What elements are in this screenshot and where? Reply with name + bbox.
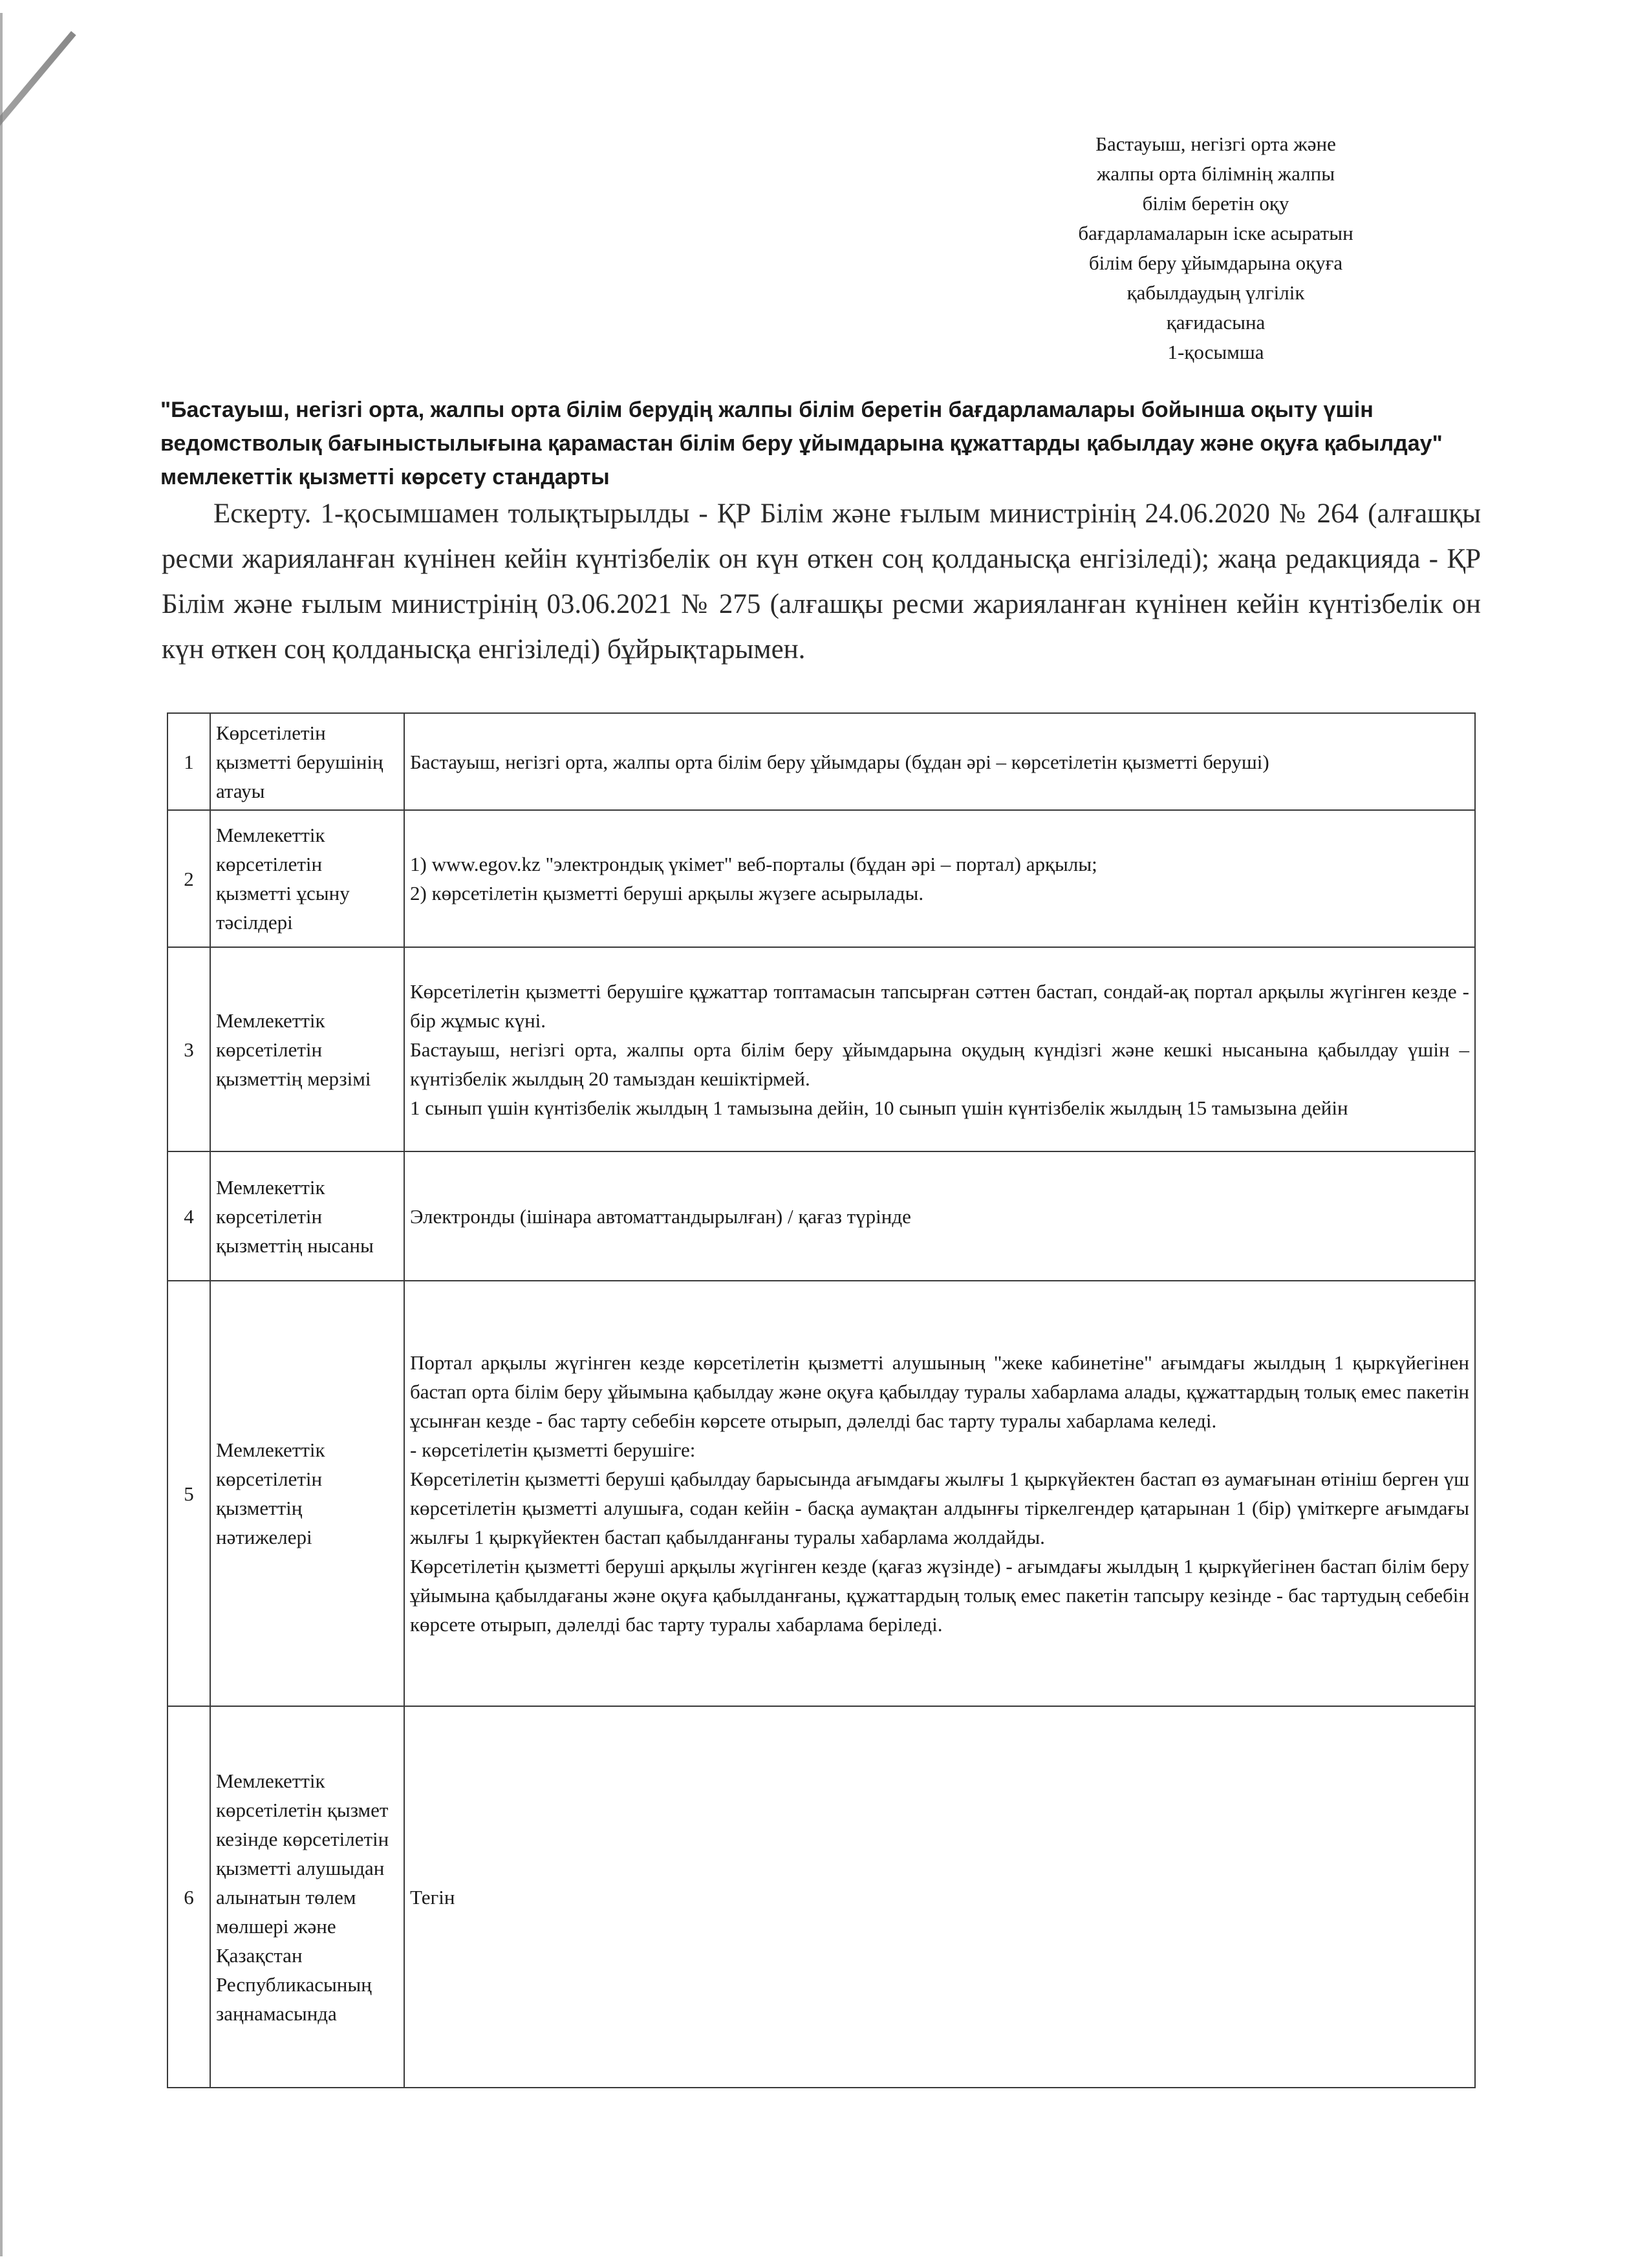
appendix-header	[1009, 129, 1423, 367]
value-line: 2) көрсетілетін қызметті беруші арқылы жүзеге асырылады.	[410, 882, 924, 904]
row-number: 1	[167, 713, 210, 810]
row-number: 5	[167, 1281, 210, 1706]
row-value	[404, 810, 1475, 947]
table-row	[167, 1281, 1475, 1706]
value-line: Көрсетілетін қызметті берушіге құжаттар топтамасын тапсырған сәттен бастап, сондай-ақ портал арқылы жүгінген кезде - бір жұмыс күні.	[410, 979, 1469, 1032]
value-line: Портал арқылы жүгінген кезде көрсетілетін қызметті алушының "жеке кабинетіне" ағымдағы жылдың 1 қыркүйегінен бастап орта білім беру ұйымына қабылдау және оқуға қабылдау туралы хабарлама алады, құжаттардың толық емес пакетін ұсынған кезде - бас тарту себебін көрсете отырып, дәлелді бас тарту туралы хабарлама келеді.	[410, 1351, 1469, 1432]
row-number: 6	[167, 1706, 210, 2088]
appendix-line: Бастауыш, негізгі орта және	[1095, 133, 1336, 155]
scan-edge-mark	[0, 13, 12, 2256]
row-value	[404, 1281, 1475, 1706]
row-name: Мемлекеттік көрсетілетін қызметтің нысаны	[210, 1151, 404, 1281]
row-name: Мемлекеттік көрсетілетін қызметті ұсыну тәсілдері	[210, 810, 404, 947]
row-value	[404, 947, 1475, 1151]
appendix-line: қабылдаудың үлгілік	[1126, 281, 1305, 304]
row-value	[404, 1706, 1475, 2088]
row-value	[404, 713, 1475, 810]
row-number: 4	[167, 1151, 210, 1281]
value-line: - көрсетілетін қызметті берушіге:	[410, 1439, 696, 1461]
value-line: Көрсетілетін қызметті беруші қабылдау барысында ағымдағы жылғы 1 қыркүйектен бастап өз аумағынан өтініш берген үш көрсетілетін қызметті алушыға, содан кейін - басқа аумақтан алдынғы тіркелгендер қатарынан 1 (бір) үміткерге ағымдағы жылғы 1 қыркүйектен бастап қабылданғаны туралы хабарлама жолдайды.	[410, 1468, 1469, 1548]
appendix-line: 1-қосымша	[1167, 341, 1264, 363]
table-row	[167, 1706, 1475, 2088]
value-line: Бастауыш, негізгі орта, жалпы орта білім беру ұйымдары (бұдан әрі – көрсетілетін қызметті беруші)	[410, 750, 1269, 773]
value-line: Көрсетілетін қызметті беруші арқылы жүгінген кезде (қағаз жүзінде) - ағымдағы жылдың 1 қыркүйегінен бастап білім беру ұйымына қабылдағаны және оқуға қабылданғаны, құжаттардың толық емес пакетін тапсыру кезінде - бас тартудың себебін көрсете отырып, дәлелді бас тарту туралы хабарлама беріледі.	[410, 1555, 1469, 1636]
appendix-line: жалпы орта білімнің жалпы	[1096, 162, 1335, 185]
value-line: 1 сынып үшін күнтізбелік жылдың 1 тамызына дейін, 10 сынып үшін күнтізбелік жылдың 15 тамызына дейін	[410, 1096, 1348, 1119]
amendment-note: Ескерту. 1-қосымшамен толықтырылды - ҚР Білім және ғылым министрінің 24.06.2020 № 264 (алғашқы ресми жарияланған күнінен кейін күнтізбелік он күн өткен соң қолданысқа енгізіледі); жаңа редакцияда - ҚР Білім және ғылым министрінің 03.06.2021 № 275 (алғашқы ресми жарияланған күнінен кейін күнтізбелік он күн өткен соң қолданысқа енгізіледі) бұйрықтарымен.	[162, 498, 1481, 665]
row-name: Көрсетілетін қызметті берушінің атауы	[210, 713, 404, 810]
table-row	[167, 713, 1475, 810]
table-row	[167, 947, 1475, 1151]
row-value	[404, 1151, 1475, 1281]
appendix-line: қағидасына	[1166, 311, 1266, 334]
value-line: Электронды (ішінара автоматтандырылған) / қағаз түрінде	[410, 1204, 911, 1228]
value-line: Тегін	[410, 1885, 455, 1909]
row-name: Мемлекеттік көрсетілетін қызметтің мерзімі	[210, 947, 404, 1151]
row-name: Мемлекеттік көрсетілетін қызмет кезінде көрсетілетін қызметті алушыдан алынатын төлем мөлшері және Қазақстан Республикасының заңнамасында	[210, 1706, 404, 2088]
appendix-line: білім беретін оқу	[1142, 192, 1289, 215]
row-name: Мемлекеттік көрсетілетін қызметтің нәтижелері	[210, 1281, 404, 1706]
service-standard-table	[167, 712, 1476, 2088]
table-row	[167, 810, 1475, 947]
row-number: 2	[167, 810, 210, 947]
row-number: 3	[167, 947, 210, 1151]
appendix-line: бағдарламаларын іске асыратын	[1078, 222, 1353, 244]
appendix-line: білім беру ұйымдарына оқуға	[1088, 251, 1343, 274]
value-line: Бастауыш, негізгі орта, жалпы орта білім беру ұйымдарына оқудың күндізгі және кешкі нысанына қабылдау үшін – күнтізбелік жылдың 20 тамыздан кешіктірмей.	[410, 1038, 1469, 1090]
value-line: 1) www.egov.kz "электрондық үкімет" веб-порталы (бұдан әрі – портал) арқылы;	[410, 853, 1097, 875]
table-row	[167, 1151, 1475, 1281]
document-title: "Бастауыш, негізгі орта, жалпы орта білім берудің жалпы білім беретін бағдарламалары бойынша оқыту үшін ведомстволық бағыныстылығына қарамастан білім беру ұйымдарына құжаттарды қабылдау және оқуға қабылдау" мемлекеттік қызметті көрсету стандарты	[160, 398, 1443, 489]
